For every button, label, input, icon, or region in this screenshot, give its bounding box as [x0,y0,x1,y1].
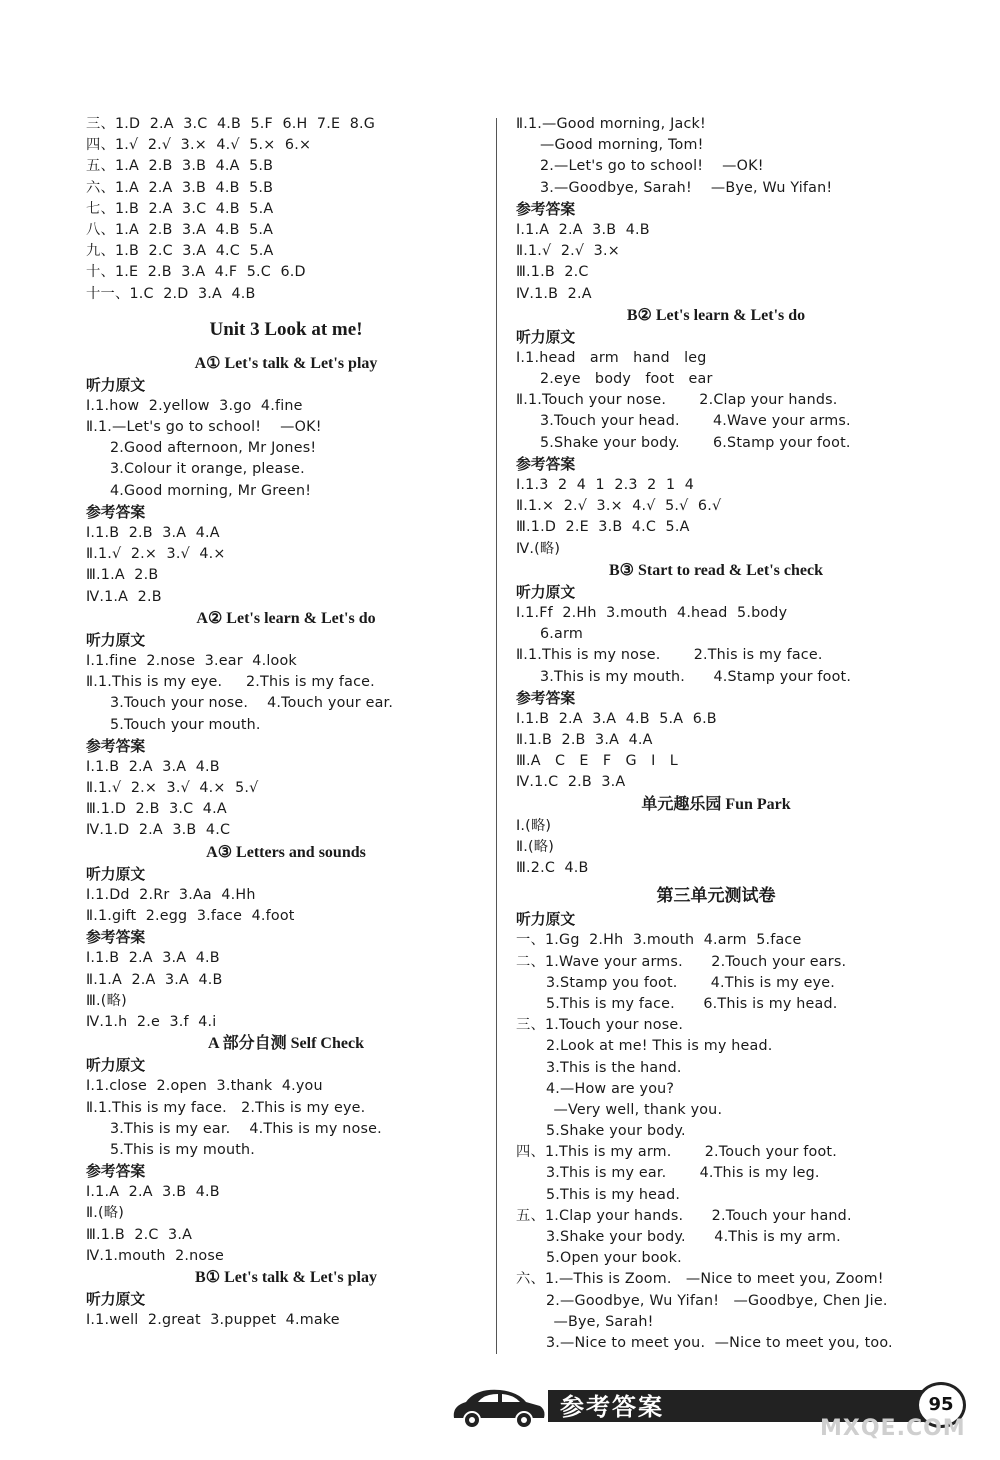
answer-line: 六、1.A 2.A 3.B 4.B 5.B [86,179,274,196]
subsection-label: 听力原文 [516,911,576,929]
answer-line: 2.—Let's go to school! —OK! [540,158,764,175]
answer-line: Ⅳ.1.D 2.A 3.B 4.C [86,822,231,839]
answer-line: Ⅰ.1.how 2.yellow 3.go 4.fine [86,397,303,414]
answer-line: 八、1.A 2.B 3.A 4.B 5.A [86,221,274,238]
answer-line: Ⅰ.1.B 2.A 3.A 4.B 5.A 6.B [516,710,717,727]
answer-line: Ⅱ.1.√ 2.√ 3.× [516,243,620,260]
answer-line: Ⅱ.1.√ 2.× 3.√ 4.× [86,546,226,563]
page-number: 95 [916,1382,966,1428]
right-column [516,114,916,1354]
subsection-label: 听力原文 [516,583,576,601]
answer-line: Ⅰ.1.B 2.A 3.A 4.B [86,950,220,967]
subsection-label: 参考答案 [516,455,576,473]
answer-line: 3.—Nice to meet you. —Nice to meet you, too. [546,1334,893,1351]
answer-line: 三、1.D 2.A 3.C 4.B 5.F 6.H 7.E 8.G [86,116,376,132]
answer-line: Ⅳ.1.B 2.A [516,285,592,302]
answer-line: 十一、1.C 2.D 3.A 4.B [86,285,256,302]
answer-line: 3.Stamp you foot. 4.This is my eye. [546,974,836,991]
car-icon [448,1384,548,1430]
answer-line: Ⅱ.1.This is my eye. 2.This is my face. [86,674,375,691]
subsection-label: 听力原文 [86,1291,146,1308]
answer-line: Ⅳ.(略) [516,540,561,557]
section-heading: B① Let's talk & Let's play [195,1269,377,1286]
answer-line: Ⅲ.1.D 2.E 3.B 4.C 5.A [516,519,690,536]
answer-line: 2.Look at me! This is my head. [546,1038,773,1055]
answer-line: Ⅱ.(略) [516,838,555,855]
subsection-label: 参考答案 [86,737,146,755]
answer-line: 3.Colour it orange, please. [110,461,305,478]
answer-line: Ⅰ.1.B 2.B 3.A 4.A [86,525,220,541]
answer-line: 3.This is my ear. 4.This is my leg. [546,1165,820,1182]
answer-line: Ⅲ.1.B 2.C [516,264,589,281]
left-column [86,114,486,1331]
answer-line: Ⅱ.1.A 2.A 3.A 4.B [86,971,223,988]
answer-line: Ⅲ.2.C 4.B [516,860,589,876]
section-heading: A 部分自测 Self Check [207,1035,364,1053]
answer-line: 3.Shake your body. 4.This is my arm. [546,1229,841,1245]
answer-line: 五、1.A 2.B 3.B 4.A 5.B [86,158,274,175]
answer-line: Ⅲ.1.B 2.C 3.A [86,1226,193,1243]
answer-line: 2.eye body foot ear [540,371,713,388]
answer-line: Ⅲ.1.A 2.B [86,567,159,584]
answer-line: Ⅰ.1.Dd 2.Rr 3.Aa 4.Hh [86,886,256,903]
answer-line: 六、1.—This is Zoom. —Nice to meet you, Zoom! [516,1271,884,1288]
answer-line: Ⅱ.1.B 2.B 3.A 4.A [516,732,653,749]
column-divider [496,118,497,1354]
unit-title: Unit 3 Look at me! [209,318,363,340]
answer-line: 七、1.B 2.A 3.C 4.B 5.A [86,200,274,217]
answer-line: 3.—Goodbye, Sarah! —Bye, Wu Yifan! [540,179,833,196]
answer-line: Ⅱ.1.× 2.√ 3.× 4.√ 5.√ 6.√ [516,498,722,515]
answer-line: Ⅱ.1.This is my face. 2.This is my eye. [86,1099,366,1116]
answer-line: 5.This is my face. 6.This is my head. [546,995,838,1012]
answer-line: Ⅳ.1.mouth 2.nose [86,1247,224,1264]
section-heading: A① Let's talk & Let's play [194,354,378,372]
answer-line: Ⅱ.1.√ 2.× 3.√ 4.× 5.√ [86,780,259,797]
answer-line: Ⅰ.1.3 2 4 1 2.3 2 1 4 [516,477,695,493]
answer-line: 4.—How are you? [546,1080,675,1097]
answer-line: 3.Touch your head. 4.Wave your arms. [540,413,851,430]
answer-line: Ⅳ.1.A 2.B [86,588,162,605]
subsection-label: 听力原文 [516,328,576,346]
footer-label: 参考答案 [560,1393,664,1421]
answer-line: Ⅰ.1.A 2.A 3.B 4.B [86,1184,220,1201]
section-heading: 单元趣乐园 Fun Park [641,795,791,813]
answer-line: Ⅳ.1.C 2.B 3.A [516,774,626,791]
section-heading: A③ Letters and sounds [206,843,366,861]
subsection-label: 参考答案 [516,200,576,218]
subsection-label: 听力原文 [86,376,146,394]
answer-line: Ⅰ.1.Ff 2.Hh 3.mouth 4.head 5.body [516,604,788,621]
answer-line: Ⅱ.1.This is my nose. 2.This is my face. [516,647,823,664]
answer-line: 5.Open your book. [546,1250,682,1267]
answer-line: 九、1.B 2.C 3.A 4.C 5.A [86,243,274,260]
section-heading: B② Let's learn & Let's do [626,306,806,324]
answer-line: Ⅲ.(略) [86,992,127,1009]
answer-line: Ⅳ.1.h 2.e 3.f 4.i [86,1013,217,1030]
answer-line: Ⅰ.1.B 2.A 3.A 4.B [86,758,220,775]
answer-line: Ⅰ.1.close 2.open 3.thank 4.you [86,1078,323,1095]
answer-line: 3.This is the hand. [546,1059,682,1076]
answer-line: 5.This is my mouth. [110,1141,256,1158]
answer-line: 四、1.√ 2.√ 3.× 4.√ 5.× 6.× [86,137,312,154]
answer-line: Ⅰ.1.head arm hand leg [516,349,707,366]
subsection-label: 参考答案 [86,503,146,521]
answer-line: —Bye, Sarah! [544,1313,654,1330]
answer-line: Ⅲ.1.D 2.B 3.C 4.A [86,801,227,818]
test-title: 第三单元测试卷 [656,886,776,907]
subsection-label: 参考答案 [86,1163,146,1181]
subsection-label: 参考答案 [86,929,146,947]
section-heading: A② Let's learn & Let's do [196,609,376,627]
answer-line: Ⅱ.1.Touch your nose. 2.Clap your hands. [516,392,838,409]
subsection-label: 听力原文 [86,631,146,649]
answer-line: Ⅱ.(略) [86,1205,125,1222]
subsection-label: 听力原文 [86,865,146,883]
answer-line: Ⅰ.1.A 2.A 3.B 4.B [516,221,650,238]
section-heading: B③ Start to read & Let's check [608,561,823,579]
answer-line: 3.This is my ear. 4.This is my nose. [110,1120,382,1137]
answer-line: 五、1.Clap your hands. 2.Touch your hand. [516,1207,852,1224]
answer-line: 2.—Goodbye, Wu Yifan! —Goodbye, Chen Jie. [546,1292,888,1309]
answer-line: 三、1.Touch your nose. [516,1017,684,1034]
answer-line: 2.Good afternoon, Mr Jones! [110,440,317,457]
answer-line: 4.Good morning, Mr Green! [110,482,312,499]
answer-line: Ⅰ.(略) [516,817,552,834]
answer-line: —Good morning, Tom! [540,137,704,154]
answer-line: 3.This is my mouth. 4.Stamp your foot. [540,668,852,685]
answer-line: 5.Shake your body. [546,1123,686,1140]
answer-line: 一、1.Gg 2.Hh 3.mouth 4.arm 5.face [516,932,802,949]
answer-line: Ⅱ.1.—Good morning, Jack! [516,116,706,132]
answer-line: —Very well, thank you. [544,1101,723,1118]
answer-line: 5.Touch your mouth. [110,716,261,733]
subsection-label: 听力原文 [86,1057,146,1075]
answer-line: 5.This is my head. [546,1186,681,1203]
answer-line: 十、1.E 2.B 3.A 4.F 5.C 6.D [86,264,306,281]
answer-line: Ⅱ.1.—Let's go to school! —OK! [86,419,322,436]
answer-line: 二、1.Wave your arms. 2.Touch your ears. [516,953,847,970]
answer-line: 6.arm [540,626,583,643]
answer-line: 四、1.This is my arm. 2.Touch your foot. [516,1144,837,1161]
subsection-label: 参考答案 [516,689,576,707]
answer-line: Ⅱ.1.gift 2.egg 3.face 4.foot [86,908,295,924]
answer-line: Ⅲ.A C E F G I L [516,753,678,770]
answer-line: Ⅰ.1.well 2.great 3.puppet 4.make [86,1312,340,1329]
answer-line: Ⅰ.1.fine 2.nose 3.ear 4.look [86,652,297,669]
answer-line: 5.Shake your body. 6.Stamp your foot. [540,434,851,451]
watermark: MXQE.COM [820,1416,966,1441]
answer-line: 3.Touch your nose. 4.Touch your ear. [110,695,394,712]
